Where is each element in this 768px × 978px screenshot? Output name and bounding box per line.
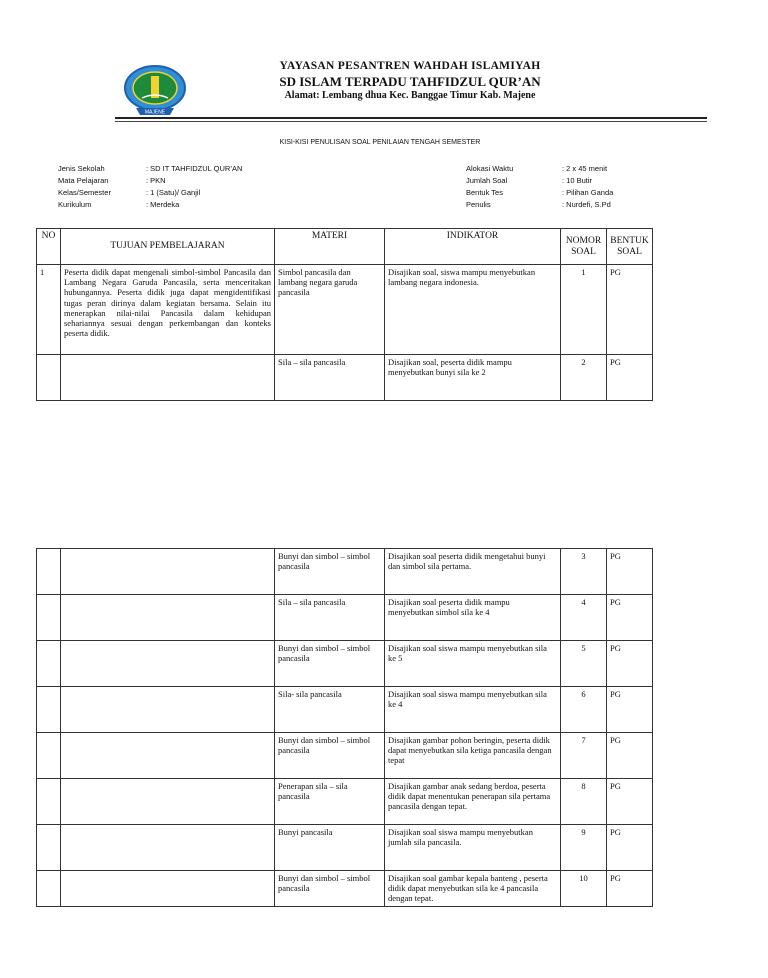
cell-nomor: 6 [561, 687, 607, 733]
meta-label: Jumlah Soal [466, 176, 508, 185]
cell-nomor: 1 [561, 265, 607, 355]
meta-label: Bentuk Tes [466, 188, 503, 197]
header-divider [115, 117, 707, 119]
table-row [37, 733, 653, 779]
cell-materi: Sila- sila pancasila [275, 687, 385, 733]
cell-no [37, 687, 61, 733]
school-address: Alamat: Lembang dhua Kec. Banggae Timur Kab. Majene [284, 90, 536, 101]
cell-materi: Bunyi dan simbol – simbol pancasila [275, 549, 385, 595]
cell-nomor: 8 [561, 779, 607, 825]
cell-bentuk: PG [607, 733, 653, 779]
cell-no: 1 [37, 265, 61, 355]
cell-indikator: Disajikan soal peserta didik mengetahui bunyi dan simbol sila pertama. [385, 549, 561, 595]
table-row [37, 549, 653, 595]
cell-bentuk: PG [607, 595, 653, 641]
cell-tujuan [61, 641, 275, 687]
table-row [37, 595, 653, 641]
cell-materi: Bunyi dan simbol – simbol pancasila [275, 871, 385, 907]
table-row [37, 641, 653, 687]
meta-row [58, 175, 242, 187]
svg-text:MAJENE: MAJENE [144, 109, 166, 116]
document-title: KISI-KISI PENULISAN SOAL PENILAIAN TENGAH SEMESTER [279, 139, 481, 146]
cell-no [37, 779, 61, 825]
col-header-bentuk-soal: BENTUK SOAL [607, 229, 653, 265]
cell-tujuan [61, 355, 275, 401]
school-name: SD ISLAM TERPADU TAHFIDZUL QUR’AN [279, 74, 541, 89]
col-header-nomor-soal: NOMOR SOAL [561, 229, 607, 265]
cell-indikator: Disajikan soal peserta didik mampu menyebutkan simbol sila ke 4 [385, 595, 561, 641]
cell-nomor: 5 [561, 641, 607, 687]
cell-no [37, 825, 61, 871]
cell-no [37, 355, 61, 401]
meta-row [58, 187, 242, 199]
meta-value: : 10 Butir [562, 176, 593, 185]
cell-tujuan [61, 733, 275, 779]
meta-label: Kelas/Semester [58, 188, 111, 197]
col-header-materi: MATERI [275, 229, 385, 265]
meta-value: : Pilihan Ganda [562, 188, 614, 197]
cell-indikator: Disajikan soal siswa mampu menyebutkan jumlah sila pancasila. [385, 825, 561, 871]
meta-label: Alokasi Waktu [466, 164, 514, 173]
cell-indikator: Disajikan soal gambar kepala banteng , peserta didik dapat menyebutkan sila ke 4 pancasila dengan tepat. [385, 871, 561, 907]
meta-value: : PKN [146, 176, 166, 185]
cell-materi: Bunyi pancasila [275, 825, 385, 871]
table-row [37, 871, 653, 907]
table-row [37, 687, 653, 733]
cell-materi: Simbol pancasila dan lambang negara garuda pancasila [275, 265, 385, 355]
cell-indikator: Disajikan soal, siswa mampu menyebutkan lambang negara indonesia. [385, 265, 561, 355]
grid-table-page1 [36, 228, 653, 401]
cell-no [37, 549, 61, 595]
cell-bentuk: PG [607, 641, 653, 687]
cell-materi: Penerapan sila – sila pancasila [275, 779, 385, 825]
table-header-row [37, 229, 653, 265]
meta-label: Mata Pelajaran [58, 176, 109, 185]
cell-nomor: 3 [561, 549, 607, 595]
cell-materi: Sila – sila pancasila [275, 595, 385, 641]
grid-table-page2 [36, 548, 653, 907]
cell-bentuk: PG [607, 687, 653, 733]
cell-bentuk: PG [607, 355, 653, 401]
meta-value: : 2 x 45 menit [562, 164, 608, 173]
col-header-no: NO [37, 229, 61, 265]
table-row [37, 825, 653, 871]
cell-tujuan [61, 871, 275, 907]
cell-no [37, 595, 61, 641]
meta-label: Jenis Sekolah [58, 164, 105, 173]
foundation-name: YAYASAN PESANTREN WAHDAH ISLAMIYAH [279, 60, 541, 72]
cell-no [37, 733, 61, 779]
meta-value: : Merdeka [146, 200, 180, 209]
table-row [37, 779, 653, 825]
cell-tujuan [61, 595, 275, 641]
cell-materi: Bunyi dan simbol – simbol pancasila [275, 641, 385, 687]
table-row [37, 265, 653, 355]
cell-nomor: 10 [561, 871, 607, 907]
meta-row [466, 175, 613, 187]
cell-tujuan: Peserta didik dapat mengenali simbol-simbol Pancasila dan Lambang Negara Garuda Pancasila, serta menceritakan hubungannya. Peserta didik juga dapat mengidentifikasi tugas peran dirinya dalam kegiatan bersama. Selain itu menerapkan nilai-nilai Pancasila dalam kehidupan sehariannya sesuai dengan perkembangan dan konteks peserta didik. [61, 265, 275, 355]
header-divider-thin [115, 121, 707, 122]
meta-label: Kurikulum [58, 200, 92, 209]
cell-indikator: Disajikan soal siswa mampu menyebutkan sila ke 5 [385, 641, 561, 687]
cell-tujuan [61, 549, 275, 595]
cell-indikator: Disajikan soal siswa mampu menyebutkan sila ke 4 [385, 687, 561, 733]
meta-value: : 1 (Satu)/ Ganjil [146, 188, 201, 197]
cell-bentuk: PG [607, 265, 653, 355]
cell-nomor: 7 [561, 733, 607, 779]
cell-indikator: Disajikan soal, peserta didik mampu menyebutkan bunyi sila ke 2 [385, 355, 561, 401]
cell-indikator: Disajikan gambar anak sedang berdoa, peserta didik dapat menentukan penerapan sila pertama pancasila dengan tepat. [385, 779, 561, 825]
meta-value: : Nurdefi, S.Pd [562, 200, 611, 209]
cell-bentuk: PG [607, 871, 653, 907]
col-header-tujuan: TUJUAN PEMBELAJARAN [61, 229, 275, 265]
meta-left [58, 163, 242, 211]
cell-tujuan [61, 825, 275, 871]
cell-no [37, 871, 61, 907]
cell-materi: Sila – sila pancasila [275, 355, 385, 401]
meta-row [466, 199, 613, 211]
meta-row [466, 187, 613, 199]
cell-nomor: 9 [561, 825, 607, 871]
cell-no [37, 641, 61, 687]
cell-bentuk: PG [607, 779, 653, 825]
cell-nomor: 4 [561, 595, 607, 641]
cell-bentuk: PG [607, 549, 653, 595]
cell-tujuan [61, 687, 275, 733]
meta-value: : SD IT TAHFIDZUL QUR’AN [146, 164, 243, 173]
cell-bentuk: PG [607, 825, 653, 871]
school-logo [122, 62, 188, 118]
table-row [37, 355, 653, 401]
cell-materi: Bunyi dan simbol – simbol pancasila [275, 733, 385, 779]
cell-tujuan [61, 779, 275, 825]
cell-indikator: Disajikan gambar pohon beringin, peserta didik dapat menyebutkan sila ketiga pancasila dengan tepat [385, 733, 561, 779]
meta-right [466, 163, 613, 211]
col-header-indikator: INDIKATOR [385, 229, 561, 265]
cell-nomor: 2 [561, 355, 607, 401]
meta-row [58, 199, 242, 211]
meta-row [58, 163, 242, 175]
meta-row [466, 163, 613, 175]
meta-label: Penulis [466, 200, 491, 209]
